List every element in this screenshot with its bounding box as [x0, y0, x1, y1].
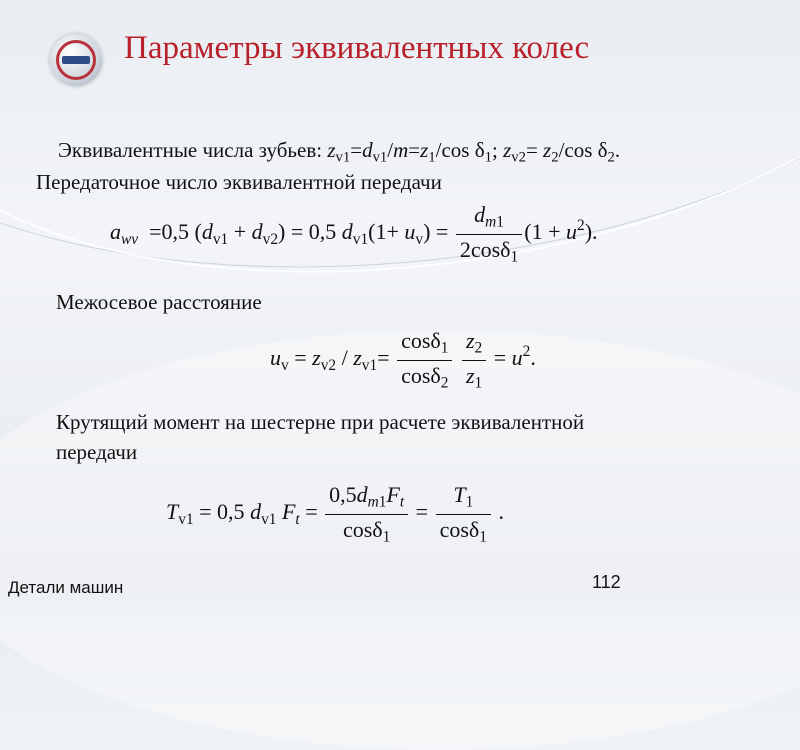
center-distance-label: Межосевое расстояние	[56, 290, 262, 314]
university-emblem-icon	[50, 34, 102, 86]
torque-label-1: Крутящий момент на шестерне при расчете эквивалентной	[56, 410, 585, 434]
formula-awv: $a_{wv} =0,5$ $(d_{v1} + d_{v2}) = 0,5$ $d_{v1}(1+ u_v)$ = $\frac{d_{m1}}{2\cos\delta_1}$ $(1 + u^2)$.	[110, 202, 598, 266]
fraction-dm1: $\frac{d_{m1}}{2\cos\delta_1}$	[456, 202, 522, 266]
emblem-bar	[62, 56, 90, 64]
slide-title: Параметры эквивалентных колес	[124, 30, 590, 66]
footer-course-name: Детали машин	[8, 578, 124, 597]
torque-label-2: передачи	[56, 440, 138, 464]
fraction-cos: $\frac{\cos\delta_1}{\cos\delta_2}$	[397, 328, 452, 392]
equiv-teeth-line: Эквивалентные числа зубьев: $z_{v1}=d_{v1}/m=z_1/\cos$ $\delta_1$; $z_{v2}= z_2/\cos$ $\delta_2$.	[58, 138, 621, 166]
fraction-t1: $\frac{T_1}{\cos\delta_1}$	[436, 482, 491, 546]
page-number: 112	[592, 572, 621, 592]
fraction-ft: $\frac{0,5d_{m1}F_t}{\cos\delta_1}$	[325, 482, 408, 546]
formula-tv1: $T_{v1} = 0,5$ $d_{v1}$ $F_t$ = $\frac{0,5d_{m1}F_t}{\cos\delta_1}$ = $\frac{T_1}{\cos\delta_1}$ .	[166, 482, 504, 546]
fraction-z: $\frac{z_2}{z_1}$	[462, 328, 486, 392]
formula-uv: $u_v = z_{v2} / z_{v1}=$ $\frac{\cos\delta_1}{\cos\delta_2}$ $\frac{z_2}{z_1}$ = $u^2$.	[270, 328, 536, 392]
equiv-teeth-label: Эквивалентные числа зубьев:	[58, 138, 328, 162]
ratio-label: Передаточное число эквивалентной передачи	[36, 170, 442, 194]
